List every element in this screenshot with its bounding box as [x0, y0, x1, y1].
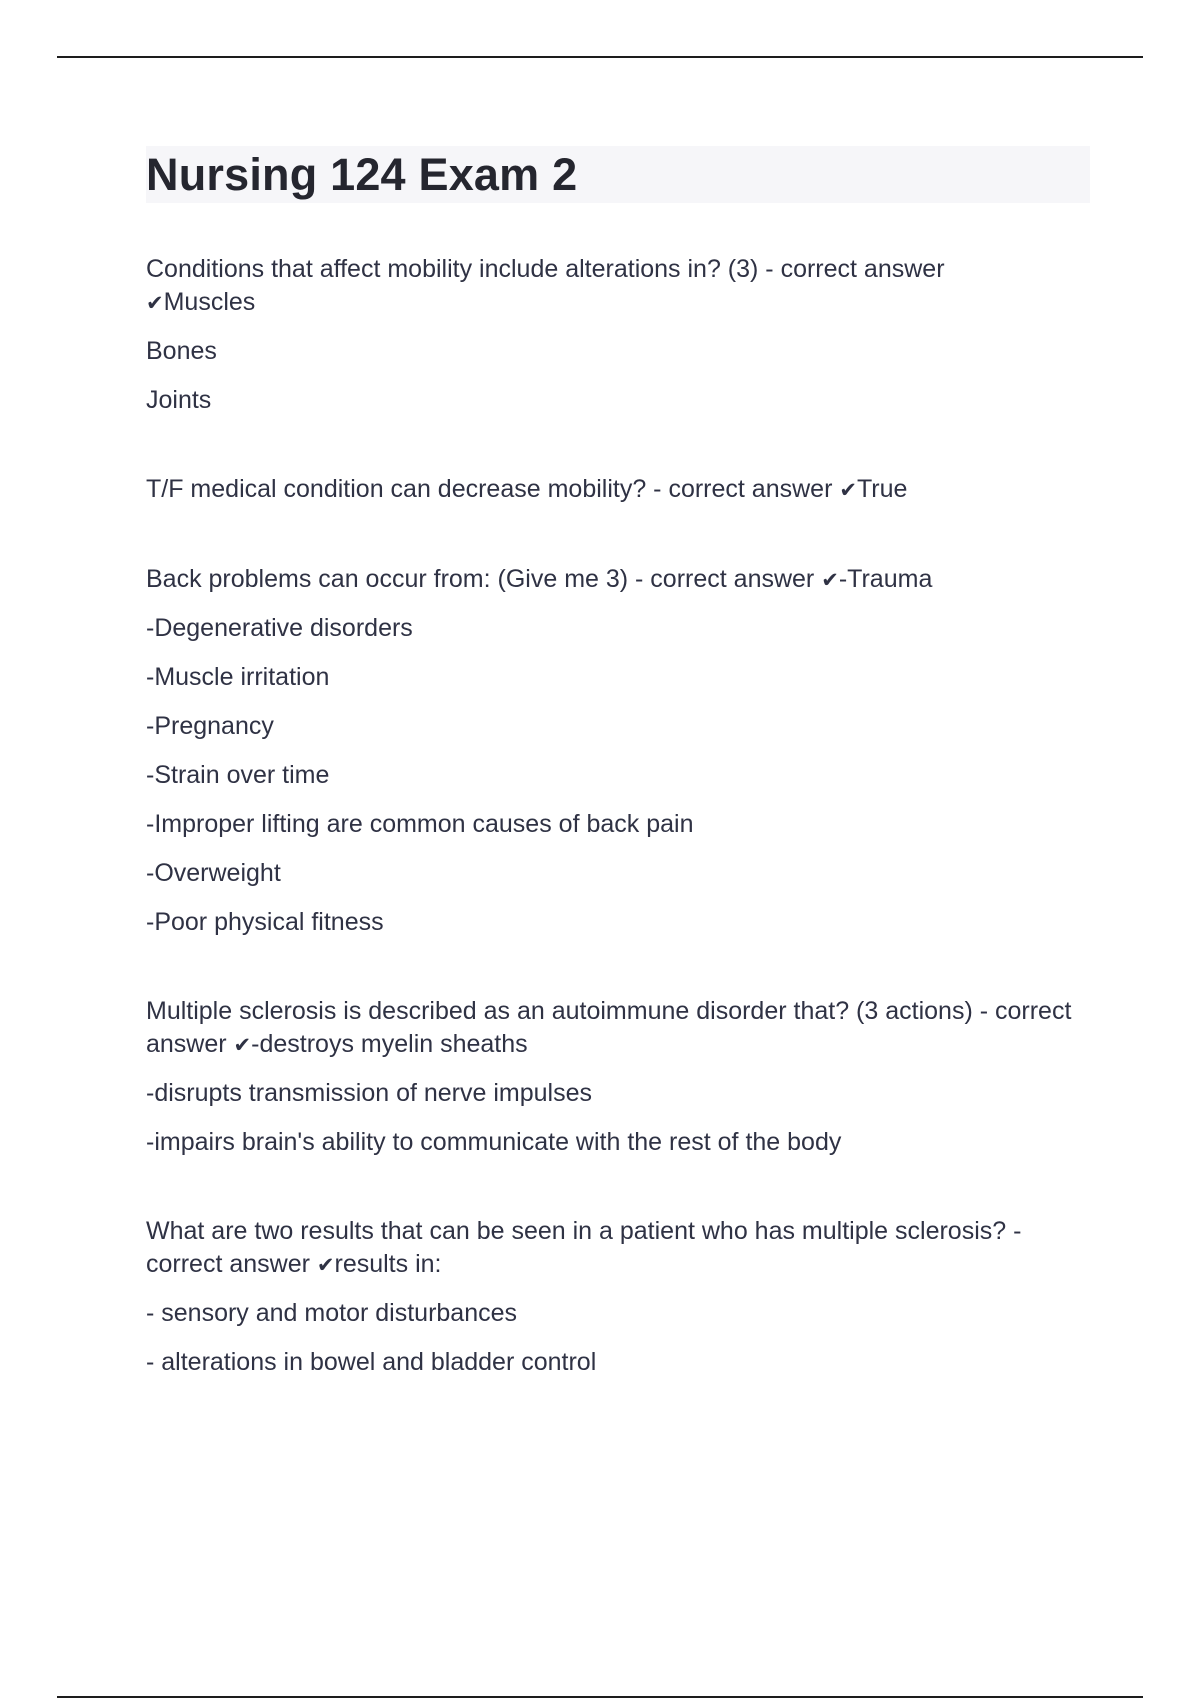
document-body: [146, 146, 1090, 1435]
check-icon: ✔: [821, 568, 839, 592]
question-text: [146, 1215, 1090, 1282]
check-icon: ✔: [839, 478, 857, 502]
top-rule: [57, 56, 1143, 58]
answer-text: -destroys myelin sheaths: [251, 1030, 528, 1058]
answer-line: -Strain over time: [146, 761, 330, 789]
title-banner: [146, 146, 1090, 203]
answer-text: -Trauma: [838, 565, 933, 593]
answer-line: -Muscle irritation: [146, 663, 330, 691]
qa-item-2: [146, 473, 1090, 507]
check-icon: ✔: [316, 1253, 335, 1277]
check-icon: ✔: [146, 291, 164, 315]
answer-line: -Improper lifting are common causes of back pain: [146, 810, 694, 838]
qa-item-1: [146, 253, 1090, 417]
answer-line: Joints: [146, 386, 212, 414]
answer-line: -Poor physical fitness: [146, 908, 384, 936]
bottom-rule: [57, 1696, 1143, 1698]
answer-text: results in:: [334, 1250, 442, 1278]
answer-text: Muscles: [163, 288, 256, 316]
answer-line: -impairs brain's ability to communicate with the rest of the body: [146, 1128, 842, 1156]
answer-text: True: [856, 475, 908, 503]
question-label: Multiple sclerosis is described as an autoimmune disorder that? (3 actions) - correct answer: [146, 997, 1072, 1058]
question-text: [146, 995, 1090, 1062]
answer-line: -disrupts transmission of nerve impulses: [146, 1079, 592, 1107]
qa-item-4: [146, 995, 1090, 1159]
qa-item-5: [146, 1215, 1090, 1379]
question-text: [146, 253, 1090, 320]
page-title: Nursing 124 Exam 2: [146, 149, 578, 200]
question-label: Back problems can occur from: (Give me 3) - correct answer: [146, 565, 822, 593]
question-label: T/F medical condition can decrease mobility? - correct answer: [146, 475, 840, 503]
check-icon: ✔: [233, 1033, 252, 1057]
answer-line: - sensory and motor disturbances: [146, 1299, 518, 1327]
question-label: Conditions that affect mobility include alterations in? (3) - correct answer: [146, 255, 945, 283]
answer-line: -Pregnancy: [146, 712, 274, 740]
answer-line: -Overweight: [146, 859, 281, 887]
question-label: What are two results that can be seen in a patient who has multiple sclerosis? - correct answer: [146, 1217, 1022, 1278]
answer-line: -Degenerative disorders: [146, 614, 413, 642]
question-text: [146, 473, 1090, 507]
answer-line: - alterations in bowel and bladder control: [146, 1348, 597, 1376]
qa-item-3: [146, 563, 1090, 939]
answer-line: Bones: [146, 337, 217, 365]
question-text: [146, 563, 1090, 597]
